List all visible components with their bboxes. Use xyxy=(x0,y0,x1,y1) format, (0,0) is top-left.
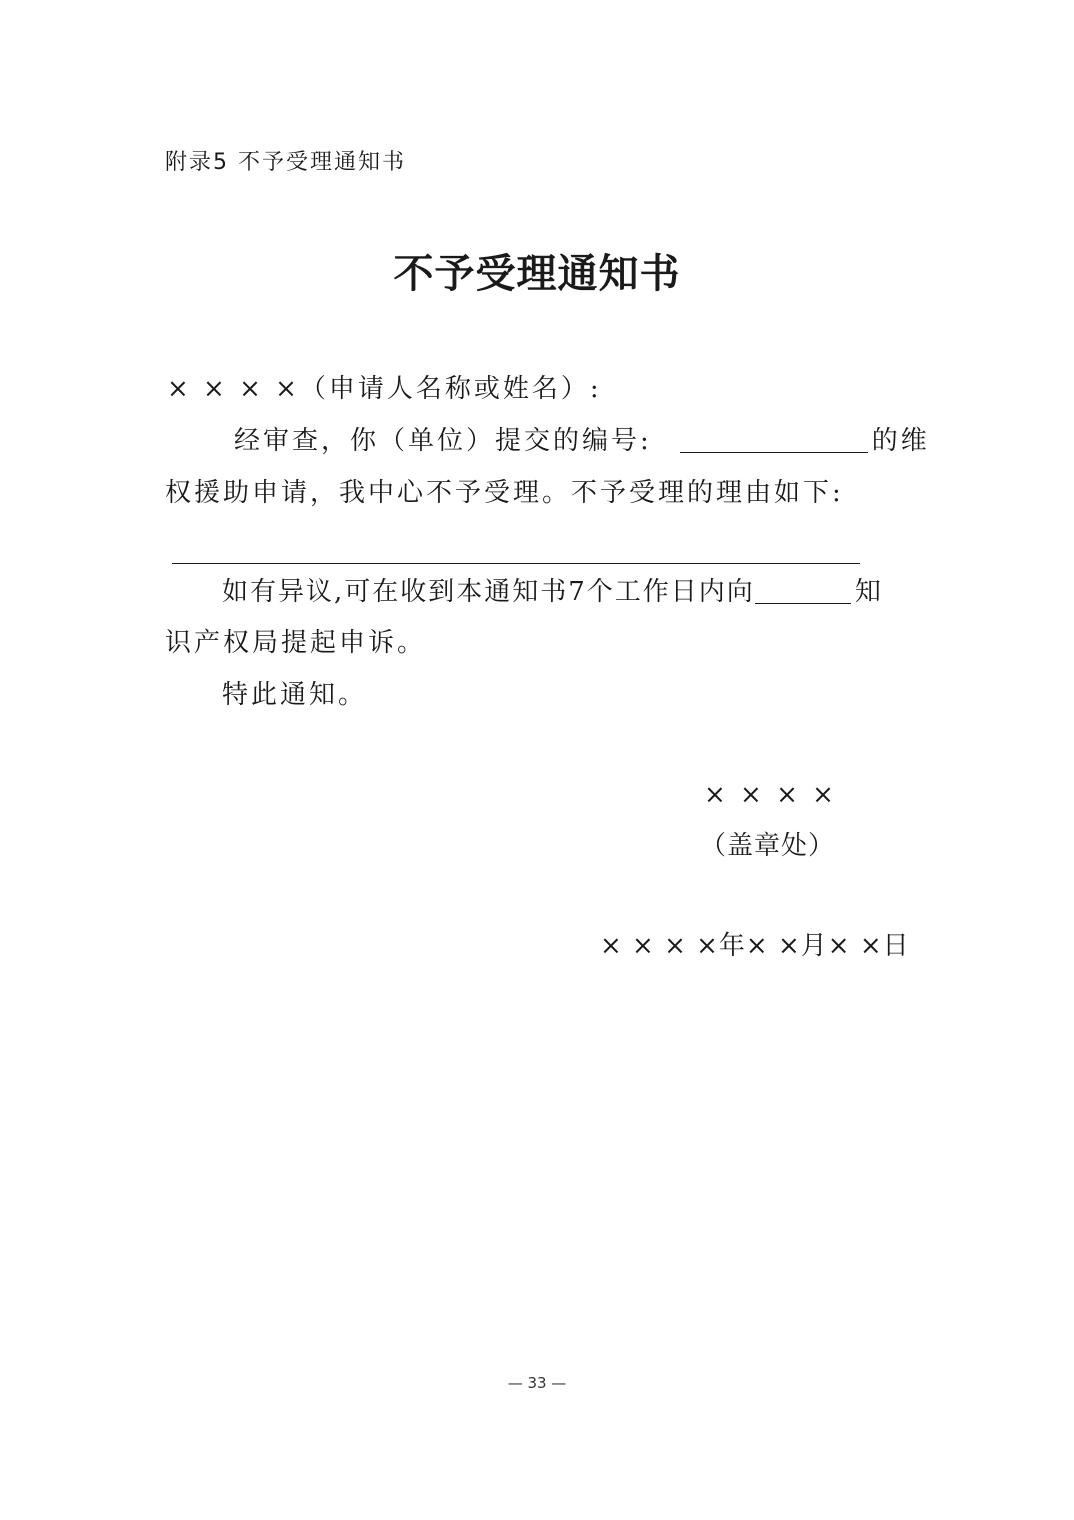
issue-date: × × × ×年× ×月× ×日 xyxy=(600,931,910,961)
paragraph-1-line-1-start: 经审查，你（单位）提交的编号: xyxy=(234,426,652,456)
authority-blank xyxy=(755,577,851,604)
paragraph-2-line-1 xyxy=(222,575,883,609)
paragraph-2-line-1-start: 如有异议,可在收到本通知书7个工作日内向 xyxy=(222,577,755,607)
appendix-label: 附录5 不予受理通知书 xyxy=(165,150,406,175)
application-number-blank xyxy=(680,426,868,453)
paragraph-2-line-1-end: 知 xyxy=(854,577,883,607)
paragraph-1-line-1 xyxy=(234,424,930,458)
issuer-name: × × × × xyxy=(704,780,837,810)
paragraph-2-line-2: 识产权局提起申诉。 xyxy=(165,628,427,658)
closing-text: 特此通知。 xyxy=(222,680,368,710)
document-title: 不予受理通知书 xyxy=(393,250,681,297)
seal-note: （盖章处） xyxy=(700,831,836,861)
salutation: × × × ×（申请人名称或姓名）: xyxy=(167,374,602,404)
paragraph-1-line-1-end: 的维 xyxy=(871,426,930,456)
paragraph-1-line-2: 权援助申请，我中心不予受理。不予受理的理由如下: xyxy=(165,478,844,508)
reason-blank-line xyxy=(172,563,860,564)
page-number: — 33 — xyxy=(507,1374,567,1392)
